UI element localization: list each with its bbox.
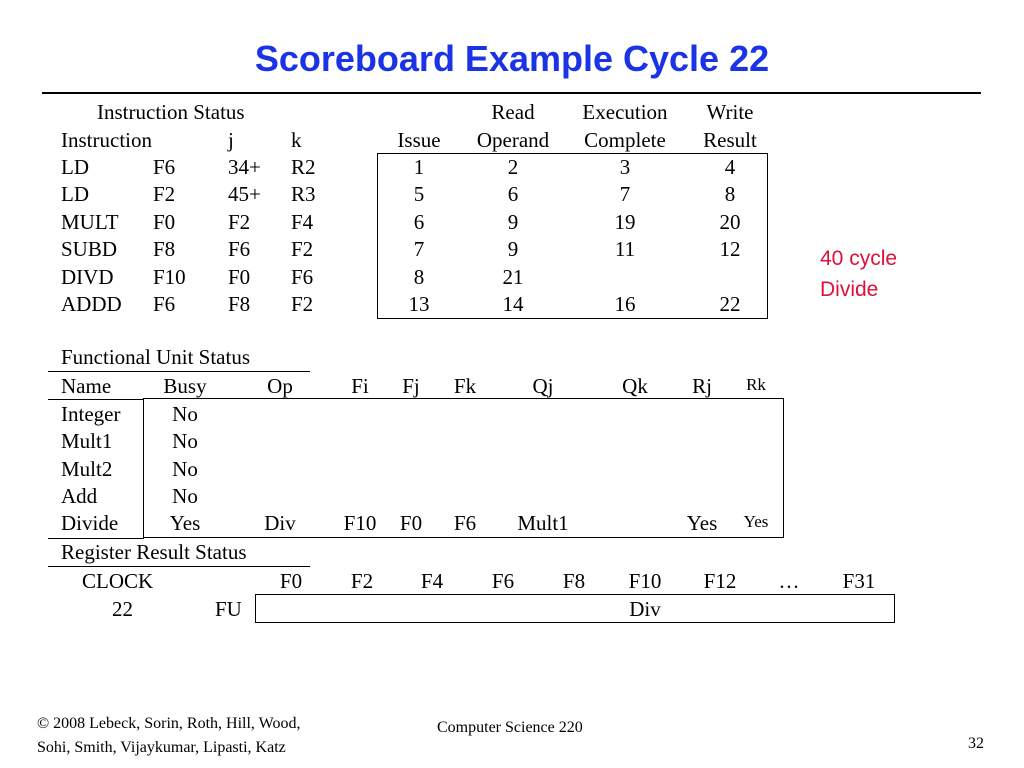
col-issue: Issue xyxy=(397,128,441,152)
header-read: Read xyxy=(491,100,535,124)
fu-col-name: Name xyxy=(61,374,112,398)
rrs-title-underline xyxy=(48,566,310,567)
header-write: Write xyxy=(706,100,754,124)
instr-cell-j: F6 xyxy=(228,237,251,262)
instr-cell-j: 45+ xyxy=(228,182,261,207)
fu-cell-name: Add xyxy=(61,483,98,508)
instr-cell-write: 22 xyxy=(719,292,741,316)
instr-cell-k: R3 xyxy=(291,182,316,207)
fu-cell-rj: Yes xyxy=(686,511,718,536)
instr-cell-exec: 16 xyxy=(614,292,636,316)
instr-cell-read: 9 xyxy=(507,237,519,262)
clock-value: 22 xyxy=(112,597,133,621)
rrs-title: Register Result Status xyxy=(61,540,247,564)
instr-cell-read: 9 xyxy=(507,209,519,234)
fu-status-title: Functional Unit Status xyxy=(61,345,250,369)
register-header: F0 xyxy=(279,569,303,593)
instr-cell-k: F4 xyxy=(291,209,314,234)
clock-label: CLOCK xyxy=(82,569,154,593)
instr-cell-write: 4 xyxy=(724,155,736,179)
title-divider xyxy=(42,92,981,94)
instr-cell-exec: 11 xyxy=(614,237,636,262)
instr-cell-op: LD xyxy=(61,155,89,179)
instr-cell-write: 8 xyxy=(724,182,736,207)
register-fu-box xyxy=(255,594,895,623)
fu-cell-name: Integer xyxy=(61,402,121,426)
instr-cell-op: LD xyxy=(61,182,89,207)
fu-cell-busy: No xyxy=(172,402,198,426)
register-header: F12 xyxy=(703,569,737,593)
page-number: 32 xyxy=(968,735,984,752)
instr-cell-k: F6 xyxy=(291,264,314,289)
fu-cell-fi: F10 xyxy=(343,511,377,536)
rrs-top-line xyxy=(48,538,144,539)
fu-cell-fj: F0 xyxy=(399,511,423,536)
fu-col-rk: Rk xyxy=(746,375,766,394)
instr-cell-read: 14 xyxy=(502,292,524,316)
fu-col-fi: Fi xyxy=(351,374,369,398)
fu-cell-busy: No xyxy=(172,456,198,481)
instr-cell-exec: 3 xyxy=(619,155,631,179)
instr-cell-exec: 7 xyxy=(619,182,631,207)
register-header: … xyxy=(778,569,800,593)
instr-cell-j: F0 xyxy=(228,264,251,289)
instr-cell-issue: 6 xyxy=(413,209,425,234)
instr-cell-op: SUBD xyxy=(61,237,118,262)
instr-cell-j: F2 xyxy=(228,209,251,234)
fu-name-underline xyxy=(48,399,144,400)
divide-note-line1: 40 cycle xyxy=(820,247,898,270)
course-name: Computer Science 220 xyxy=(437,719,583,736)
instr-cell-issue: 13 xyxy=(408,292,430,316)
instr-cell-op: DIVD xyxy=(61,264,114,289)
slide-title: Scoreboard Example Cycle 22 xyxy=(254,38,770,79)
col-k: k xyxy=(291,128,302,152)
instr-cell-dest: F10 xyxy=(153,264,186,289)
register-header: F8 xyxy=(562,569,586,593)
fu-cell-name: Divide xyxy=(61,511,119,536)
copyright-line2: Sohi, Smith, Vijaykumar, Lipasti, Katz xyxy=(37,739,286,756)
instr-cell-j: F8 xyxy=(228,292,251,316)
register-header: F31 xyxy=(842,569,876,593)
instr-cell-dest: F6 xyxy=(153,292,176,316)
fu-cell-name: Mult1 xyxy=(61,429,113,454)
instr-cell-issue: 1 xyxy=(413,155,425,179)
instr-cell-k: R2 xyxy=(291,155,316,179)
instr-cell-exec: 19 xyxy=(614,209,636,234)
instr-cell-issue: 7 xyxy=(413,237,425,262)
register-header: F2 xyxy=(350,569,374,593)
register-header: F10 xyxy=(628,569,662,593)
fu-col-fj: Fj xyxy=(402,374,420,398)
fu-cell-busy: Yes xyxy=(169,511,201,536)
instr-cell-k: F2 xyxy=(291,292,314,316)
register-value: Div xyxy=(629,597,661,621)
instruction-status-title: Instruction Status xyxy=(97,100,245,124)
fu-cell-qj: Mult1 xyxy=(517,511,569,536)
fu-cell-name: Mult2 xyxy=(61,456,113,481)
fu-col-op: Op xyxy=(267,374,293,398)
register-header: F4 xyxy=(420,569,444,593)
fu-col-qk: Qk xyxy=(622,374,648,398)
instr-cell-read: 2 xyxy=(507,155,519,179)
instr-cell-issue: 8 xyxy=(413,264,425,289)
fu-col-rj: Rj xyxy=(692,374,712,398)
instr-cell-op: MULT xyxy=(61,209,119,234)
col-read-operand: Operand xyxy=(476,128,550,152)
instr-cell-dest: F2 xyxy=(153,182,176,207)
instr-cell-dest: F8 xyxy=(153,237,176,262)
divide-note-line2: Divide xyxy=(820,278,879,301)
col-j: j xyxy=(228,128,234,152)
fu-label: FU xyxy=(215,597,242,621)
fu-col-busy: Busy xyxy=(163,374,207,398)
register-header: F6 xyxy=(491,569,515,593)
instr-cell-k: F2 xyxy=(291,237,314,262)
instr-cell-read: 21 xyxy=(502,264,524,289)
instr-cell-op: ADDD xyxy=(61,292,122,316)
fu-cell-op: Div xyxy=(264,511,296,536)
instr-cell-dest: F0 xyxy=(153,209,176,234)
fu-col-qj: Qj xyxy=(532,374,554,398)
instr-cell-write: 20 xyxy=(719,209,741,234)
fu-title-underline xyxy=(48,371,310,372)
fu-cell-busy: No xyxy=(172,429,198,454)
col-exec-complete: Complete xyxy=(584,128,666,152)
instr-cell-write: 12 xyxy=(719,237,741,262)
copyright-line1: © 2008 Lebeck, Sorin, Roth, Hill, Wood, xyxy=(37,715,301,732)
instr-cell-read: 6 xyxy=(507,182,519,207)
header-execution: Execution xyxy=(582,100,668,124)
col-instruction: Instruction xyxy=(61,128,152,152)
fu-cell-busy: No xyxy=(172,483,198,508)
fu-cell-fk: F6 xyxy=(453,511,477,536)
fu-col-fk: Fk xyxy=(453,374,477,398)
instr-cell-dest: F6 xyxy=(153,155,176,179)
instr-cell-issue: 5 xyxy=(413,182,425,207)
fu-cell-rk: Yes xyxy=(743,512,769,532)
col-write-result: Result xyxy=(703,128,757,152)
instr-cell-j: 34+ xyxy=(228,155,261,179)
